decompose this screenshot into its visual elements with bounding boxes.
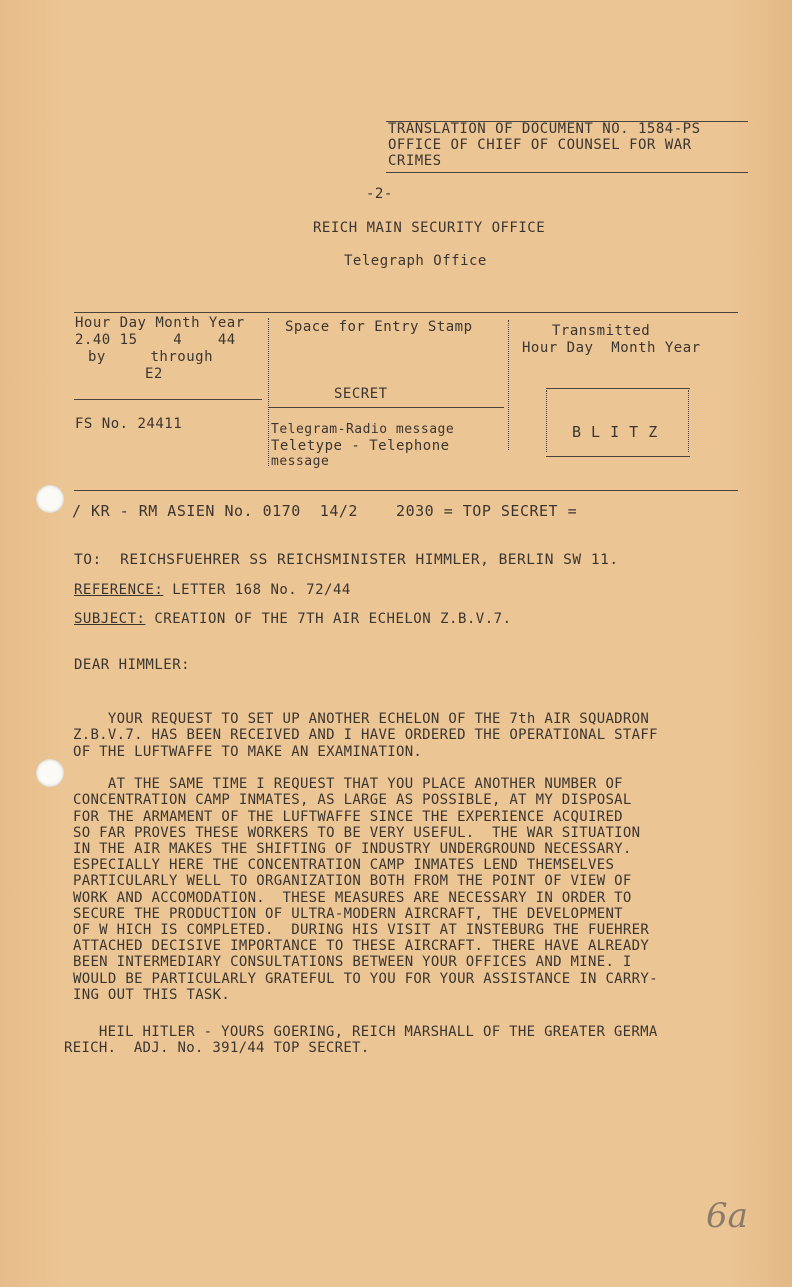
paragraph-1-line: OF THE LUFTWAFFE TO MAKE AN EXAMINATION. — [73, 743, 423, 760]
form-col2-option-3: message — [271, 454, 330, 469]
paragraph-2-line: ESPECIALLY HERE THE CONCENTRATION CAMP INMATES LEND THEMSELVES — [73, 857, 615, 874]
closing-line: HEIL HITLER - YOURS GOERING, REICH MARSHALL OF THE GREATER GERMA — [64, 1024, 658, 1041]
paragraph-2-line: AT THE SAME TIME I REQUEST THAT YOU PLACE ANOTHER NUMBER OF — [73, 776, 623, 793]
paragraph-2-line: OF W HICH IS COMPLETED. DURING HIS VISIT AT INSTEBURG THE FUEHRER — [73, 922, 650, 939]
page-number: -2- — [366, 186, 393, 202]
paragraph-2-line: SO FAR PROVES THESE WORKERS TO BE VERY USEFUL. THE WAR SITUATION — [73, 824, 641, 841]
form-col2-header: Space for Entry Stamp — [285, 319, 473, 335]
form-col1-values: 2.40 15 4 44 — [75, 332, 236, 348]
closing — [64, 1008, 658, 1057]
blitz-box-left — [546, 390, 547, 452]
routing-line: / KR - RM ASIEN No. 0170 14/2 2030 = TOP SECRET = — [72, 502, 578, 520]
paragraph-1-line: Z.B.V.7. HAS BEEN RECEIVED AND I HAVE ORDERED THE OPERATIONAL STAFF — [73, 727, 658, 744]
paragraph-2-line: SECURE THE PRODUCTION OF ULTRA-MODERN AIRCRAFT, THE DEVELOPMENT — [73, 905, 623, 922]
secret-label: SECRET — [334, 386, 388, 402]
form-bottom-rule — [74, 490, 738, 491]
paragraph-2-line: CONCENTRATION CAMP INMATES, AS LARGE AS POSSIBLE, AT MY DISPOSAL — [73, 792, 632, 809]
paragraph-2-line: ING OUT THIS TASK. — [73, 986, 231, 1003]
reference-line — [74, 582, 351, 598]
paragraph-1 — [73, 695, 658, 760]
reference-value: LETTER 168 No. 72/44 — [163, 582, 351, 598]
form-col3-header-1: Transmitted — [552, 323, 651, 339]
subject-line — [74, 611, 512, 627]
subject-label: SUBJECT: — [74, 611, 146, 627]
form-col1-rule — [74, 399, 262, 400]
paragraph-2-line: WOULD BE PARTICULARLY GRATEFUL TO YOU FOR YOUR ASSISTANCE IN CARRY- — [73, 970, 658, 987]
paragraph-2-line: WORK AND ACCOMODATION. THESE MEASURES ARE NECESSARY IN ORDER TO — [73, 889, 632, 906]
header-box-line-1: TRANSLATION OF DOCUMENT NO. 1584-PS — [388, 121, 701, 137]
paragraph-1-line: YOUR REQUEST TO SET UP ANOTHER ECHELON OF THE 7th AIR SQUADRON — [73, 711, 650, 728]
to-line: TO: REICHSFUEHRER SS REICHSMINISTER HIMMLER, BERLIN SW 11. — [74, 552, 619, 568]
header-box-line-2: OFFICE OF CHIEF OF COUNSEL FOR WAR — [388, 137, 692, 153]
header-box-bottom-rule — [386, 172, 748, 173]
form-col1-by: by through — [88, 349, 214, 365]
salutation: DEAR HIMMLER: — [74, 657, 191, 673]
form-col2-option-1: Telegram-Radio message — [271, 422, 455, 437]
form-divider-1 — [268, 318, 269, 466]
paragraph-2-line: IN THE AIR MAKES THE SHIFTING OF INDUSTRY UNDERGROUND NECESSARY. — [73, 841, 632, 858]
form-divider-2 — [508, 320, 509, 450]
form-col3-header-2: Hour Day Month Year — [522, 340, 701, 356]
subject-value: CREATION OF THE 7TH AIR ECHELON Z.B.V.7. — [145, 611, 512, 627]
form-col2-option-2: Teletype - Telephone — [271, 438, 450, 454]
form-top-rule — [74, 312, 738, 313]
blitz-box-bottom — [546, 456, 690, 457]
form-col1-header: Hour Day Month Year — [75, 315, 245, 331]
blitz-label: B L I T Z — [572, 423, 658, 441]
paragraph-2-line: PARTICULARLY WELL TO ORGANIZATION BOTH FROM THE POINT OF VIEW OF — [73, 873, 632, 890]
office-subtitle: Telegraph Office — [344, 253, 487, 269]
punch-hole-bottom — [36, 759, 64, 787]
paragraph-2-line: FOR THE ARMAMENT OF THE LUFTWAFFE SINCE THE EXPERIENCE ACQUIRED — [73, 808, 623, 825]
paragraph-2-line: ATTACHED DECISIVE IMPORTANCE TO THESE AIRCRAFT. THERE HAVE ALREADY — [73, 938, 650, 955]
reference-label: REFERENCE: — [74, 582, 164, 598]
form-col2-rule — [268, 407, 504, 408]
fs-number: FS No. 24411 — [75, 416, 183, 432]
office-title: REICH MAIN SECURITY OFFICE — [313, 220, 546, 236]
closing-line: REICH. ADJ. No. 391/44 TOP SECRET. — [64, 1040, 370, 1057]
header-box-line-3: CRIMES — [388, 153, 442, 169]
punch-hole-top — [36, 485, 64, 513]
blitz-box-top — [546, 388, 690, 389]
form-col1-e2: E2 — [145, 366, 163, 382]
pencil-note: 6a — [706, 1196, 748, 1236]
blitz-box-right — [688, 390, 689, 452]
paragraph-2-line: BEEN INTERMEDIARY CONSULTATIONS BETWEEN YOUR OFFICES AND MINE. I — [73, 954, 632, 971]
paragraph-2 — [73, 760, 658, 1003]
